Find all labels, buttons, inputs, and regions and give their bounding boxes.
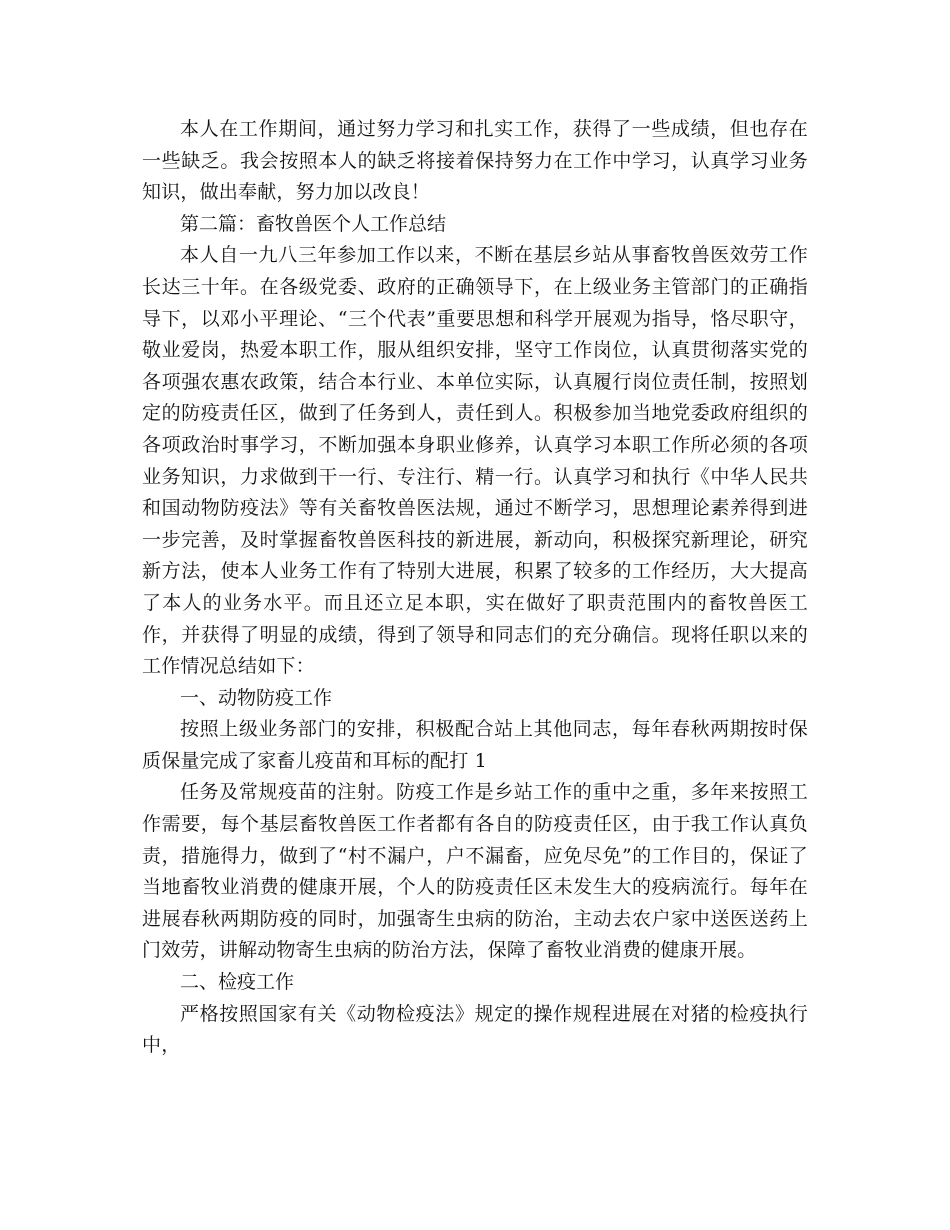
paragraph-career-summary: 本人自一九八三年参加工作以来，不断在基层乡站从事畜牧兽医效劳工作长达三十年。在各级党委、政府的正确领导下，在上级业务主管部门的正确指导下，以邓小平理论、“三个代表”重要思想和科学开展观为指导，恪尽职守，敬业爱岗，热爱本职工作，服从组织安排，坚守工作岗位，认真贯彻落实党的各项强农惠农政策，结合本行业、本单位实际，认真履行岗位责任制，按照划定的防疫责任区，做到了任务到人，责任到人。积极参加当地党委政府组织的各项政治时事学习，不断加强本身职业修养，认真学习本职工作所必须的各项业务知识，力求做到干一行、专注行、精一行。认真学习和执行《中华人民共和国动物防疫法》等有关畜牧兽医法规，通过不断学习，思想理论素养得到进一步完善，及时掌握畜牧兽医科技的新进展，新动向，积极探究新理论，研究新方法，使本人业务工作有了特别大进展，积累了较多的工作经历，大大提高了本人的业务水平。而且还立足本职，实在做好了职责范围内的畜牧兽医工作，并获得了明显的成绩，得到了领导和同志们的充分确信。现将任职以来的工作情况总结如下：	[142, 244, 808, 678]
paragraph-prevention-details: 任务及常规疫苗的注射。防疫工作是乡站工作的重中之重，多年来按照工作需要，每个基层畜牧兽医工作者都有各自的防疫责任区，由于我工作认真负责，措施得力，做到了“村不漏户，户不漏畜，应免尽免”的工作目的，保证了当地畜牧业消费的健康开展，个人的防疫责任区未发生大的疫病流行。每年在进展春秋两期防疫的同时，加强寄生虫病的防治，主动去农户家中送医送药上门效劳，讲解动物寄生虫病的防治方法，保障了畜牧业消费的健康开展。	[142, 781, 808, 962]
paragraph-quarantine-start: 严格按照国家有关《动物检疫法》规定的操作规程进展在对猪的检疫执行中，	[142, 1002, 808, 1057]
document-page	[142, 114, 808, 1062]
heading-animal-epidemic-prevention: 一、动物防疫工作	[180, 686, 333, 709]
section-title-part-two: 第二篇：畜牧兽医个人工作总结	[180, 212, 447, 235]
paragraph-closing-remarks: 本人在工作期间，通过努力学习和扎实工作，获得了一些成绩，但也存在一些缺乏。我会按照本人的缺乏将接着保持努力在工作中学习，认真学习业务知识，做出奉献，努力加以改良！	[142, 118, 808, 204]
heading-quarantine-work: 二、检疫工作	[180, 971, 295, 994]
paragraph-vaccination-intro: 按照上级业务部门的安排，积极配合站上其他同志，每年春秋两期按时保质保量完成了家畜儿疫苗和耳标的配打 1	[142, 718, 808, 772]
